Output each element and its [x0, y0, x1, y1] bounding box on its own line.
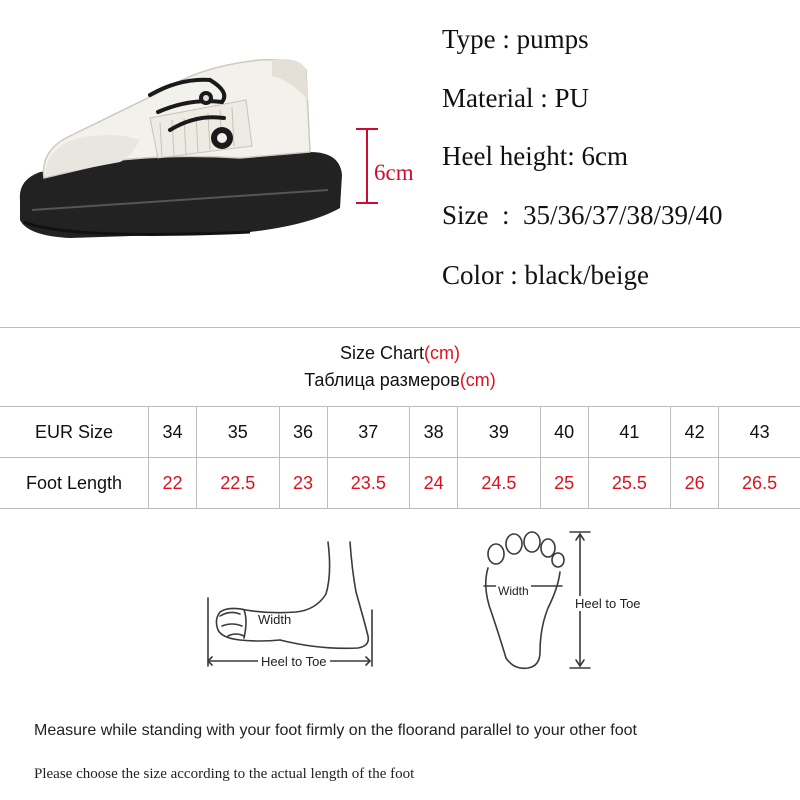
top-length-label: Heel to Toe — [575, 596, 641, 611]
spec-type: Type : pumps — [442, 24, 589, 54]
size-cell: 39 — [458, 407, 540, 458]
table-row-foot-length — [0, 458, 800, 509]
size-chart-header — [0, 328, 800, 407]
heel-height-label: 6cm — [374, 160, 414, 185]
length-cell: 24.5 — [458, 458, 540, 509]
size-cell: 41 — [588, 407, 670, 458]
size-cell: 38 — [410, 407, 458, 458]
size-chart-title-ru — [0, 367, 800, 394]
side-length-label: Heel to Toe — [258, 654, 330, 669]
marker-line — [366, 128, 368, 204]
size-advice: Please choose the size according to the actual length of the foot — [34, 766, 415, 782]
size-cell: 40 — [540, 407, 588, 458]
title-en-text: Size Chart — [339, 343, 425, 363]
size-chart-table — [0, 327, 800, 509]
spec-size: Size : 35/36/37/38/39/40 — [442, 200, 723, 230]
side-width-label: Width — [258, 612, 292, 627]
length-cell: 22.5 — [197, 458, 279, 509]
shoe-image — [10, 40, 350, 255]
title-ru-unit: (cm) — [459, 370, 496, 390]
length-cell: 25 — [540, 458, 588, 509]
heel-height-marker — [350, 128, 430, 204]
size-cell: 43 — [719, 407, 800, 458]
foot-top-diagram — [470, 528, 680, 678]
spec-color: Color : black/beige — [442, 260, 649, 290]
size-chart-title-en — [0, 340, 800, 367]
length-cell: 24 — [410, 458, 458, 509]
length-cell: 26.5 — [719, 458, 800, 509]
measure-instruction: Measure while standing with your foot firmly on the floorand parallel to your other foot — [34, 722, 637, 739]
length-cell: 23.5 — [327, 458, 409, 509]
length-cell: 22 — [149, 458, 197, 509]
size-cell: 34 — [149, 407, 197, 458]
shoe-drawing — [10, 40, 350, 255]
spec-heel: Heel height: 6cm — [442, 141, 628, 171]
table-row-eur-size — [0, 407, 800, 458]
size-cell: 42 — [671, 407, 719, 458]
marker-cap-bottom — [356, 202, 378, 204]
size-cell: 36 — [279, 407, 327, 458]
title-en-unit: (cm) — [424, 343, 461, 363]
size-cell: 35 — [197, 407, 279, 458]
size-cell: 37 — [327, 407, 409, 458]
length-cell: 23 — [279, 458, 327, 509]
row-label-eur-size: EUR Size — [0, 407, 149, 458]
length-cell: 25.5 — [588, 458, 670, 509]
length-cell: 26 — [671, 458, 719, 509]
spec-material: Material : PU — [442, 83, 589, 113]
row-label-foot-length: Foot Length — [0, 458, 149, 509]
top-width-label: Width — [498, 584, 529, 598]
foot-side-diagram — [200, 540, 390, 680]
title-ru-text: Таблица размеров — [304, 370, 460, 390]
